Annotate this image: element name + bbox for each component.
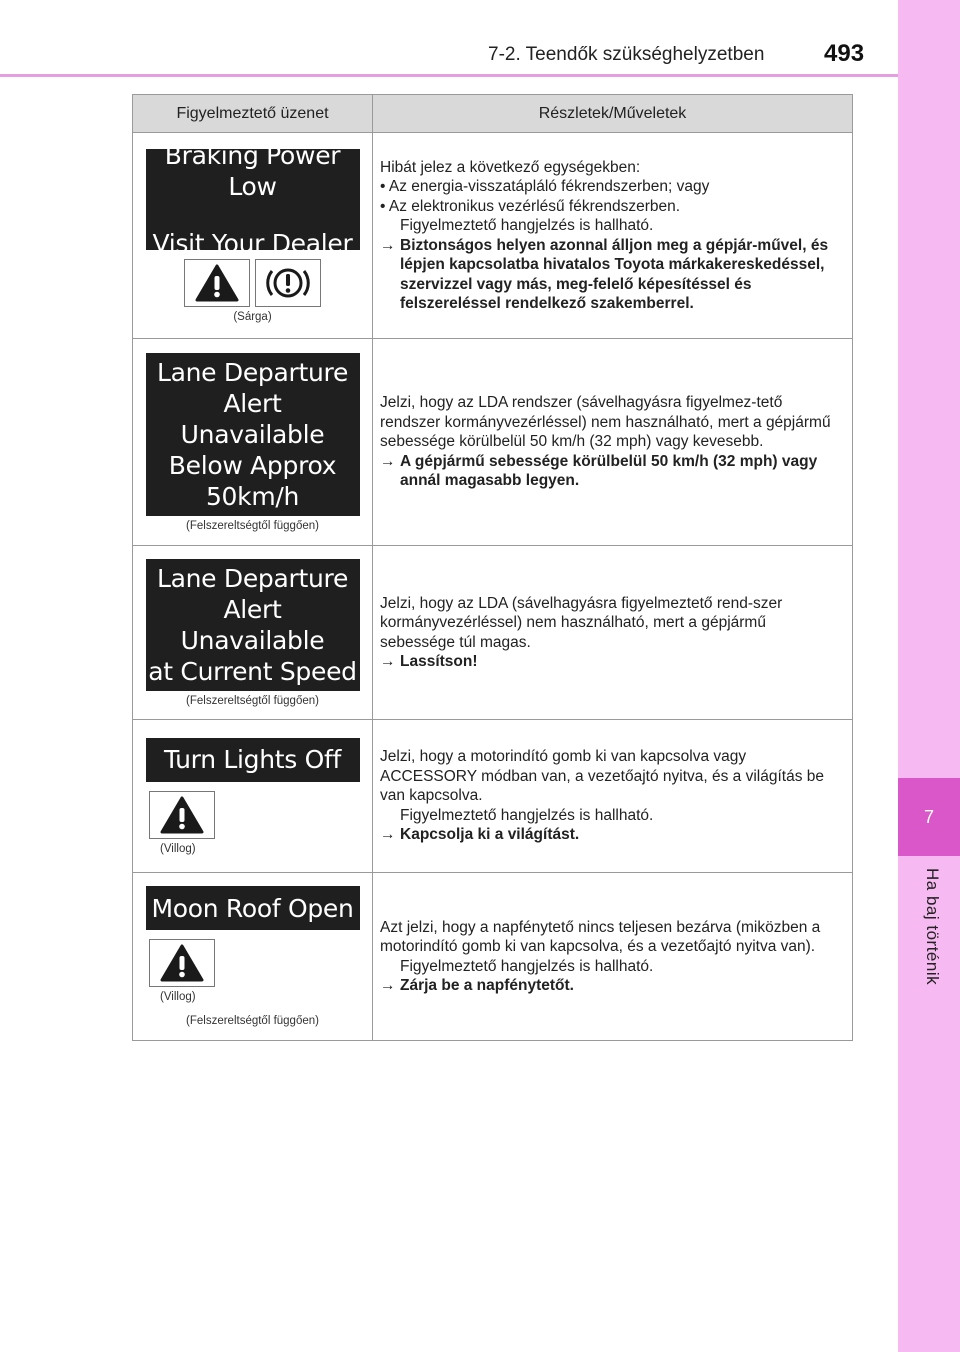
display-line: Below Approx [168,450,337,480]
color-note: (Sárga) [233,310,272,323]
blink-note: (Villog) [160,842,196,855]
header-divider [0,74,898,77]
warning-display [146,353,360,516]
chapter-label: Ha baj történik [923,868,942,986]
display-line: Turn Lights Off [163,745,342,774]
arrow-icon: → [380,826,396,844]
warning-triangle-icon [149,939,215,987]
column-header-details: Részletek/Műveletek [373,95,853,133]
section-title: 7-2. Teendők szükséghelyzetben [488,44,765,65]
display-line: Unavailable [180,419,325,449]
table-row [133,873,853,1041]
display-line: Unavailable [180,625,325,655]
display-line: Moon Roof Open [151,893,354,923]
display-line: Lane Departure [156,563,349,593]
warning-display [146,140,360,258]
arrow-icon: → [380,653,396,670]
equipment-note: (Felszereltségtől függően) [186,519,319,532]
action-text: → Zárja be a napfénytetőt. [380,977,574,994]
message-cell [133,546,373,720]
detail-text: Figyelmeztető hangjelzés is hallható. [400,806,654,824]
detail-text: Jelzi, hogy a motorindító gomb ki van kapcsolva vagy ACCESSORY módban van, a vezetőajtó nyitva, és a világítás be van kapcsolva. [380,748,825,805]
warning-display [146,738,360,782]
details-cell [373,546,853,720]
warning-triangle-icon [184,259,250,307]
page-number: 493 [824,40,865,67]
display-line: Alert [223,594,282,624]
arrow-icon: → [380,236,396,254]
detail-text: Figyelmeztető hangjelzés is hallható. [400,957,654,975]
arrow-icon: → [380,452,396,470]
display-line: Alert [223,388,282,418]
display-line: 50km/h [205,481,300,511]
indicator-icons [133,939,372,987]
message-cell [133,720,373,873]
table-row [133,133,853,339]
message-cell [133,133,373,339]
display-line: Lane Departure [156,357,349,387]
equipment-note: (Felszereltségtől függően) [186,1015,319,1027]
equipment-note: (Felszereltségtől függően) [186,694,319,707]
details-cell [373,339,853,546]
table-header-row [133,95,853,133]
display-line: Visit Your Dealer [152,228,353,258]
column-header-message: Figyelmeztető üzenet [133,95,373,133]
warning-triangle-icon [149,791,215,839]
brake-warning-icon [255,259,321,307]
detail-text: Figyelmeztető hangjelzés is hallható. [400,217,654,234]
detail-text: Hibát jelez a következő egységekben: [380,158,641,176]
warning-display [146,559,360,691]
action-text: → Lassítson! [380,653,478,670]
details-cell [373,720,853,873]
indicator-icons [133,259,372,307]
chapter-number[interactable]: 7 [898,778,960,856]
table-row [133,720,853,873]
detail-bullet: • Az elektronikus vezérlésű fékrendszerben. [380,197,681,215]
details-cell [373,873,853,1041]
message-cell [133,339,373,546]
detail-text: Azt jelzi, hogy a napfénytető nincs teljesen bezárva (miközben a motorindító gomb ki van kapcsolva, és a vezetőajtó nyitva van). [380,918,821,955]
display-line: at Current Speed [148,656,357,686]
details-cell [373,133,853,339]
display-line: Braking Power Low [164,140,341,201]
warning-message-table [132,94,853,1041]
detail-text: Jelzi, hogy az LDA rendszer (sávelhagyásra figyelmez-tető rendszer kormányvezérléssel) nem használható, mert a gépjármű sebessége körülbelül 50 km/h (32 mph) vagy kevesebb. [380,394,831,451]
table-row [133,339,853,546]
action-text: → Kapcsolja ki a világítást. [380,826,580,844]
warning-display [146,886,360,930]
message-cell [133,873,373,1041]
indicator-icons [133,791,372,839]
blink-note: (Villog) [160,991,196,1003]
detail-bullet: • Az energia-visszatápláló fékrendszerben; vagy [380,178,710,195]
action-text: → A gépjármű sebessége körülbelül 50 km/h (32 mph) vagy annál magasabb legyen. [380,452,818,490]
action-text: → Biztonságos helyen azonnal álljon meg a gépjár-művel, és lépjen kapcsolatba hivatalos Toyota márkakereskedéssel, szervizzel vagy más, meg-felelő képesítéssel és felszereléssel rendelkező szakemberrel. [380,236,829,312]
table-row [133,546,853,720]
arrow-icon: → [380,977,396,994]
side-tab [898,0,960,1352]
detail-text: Jelzi, hogy az LDA (sávelhagyásra figyelmeztető rend-szer kormányvezérléssel) nem használható, mert a gépjármű sebessége túl magas. [380,594,783,651]
